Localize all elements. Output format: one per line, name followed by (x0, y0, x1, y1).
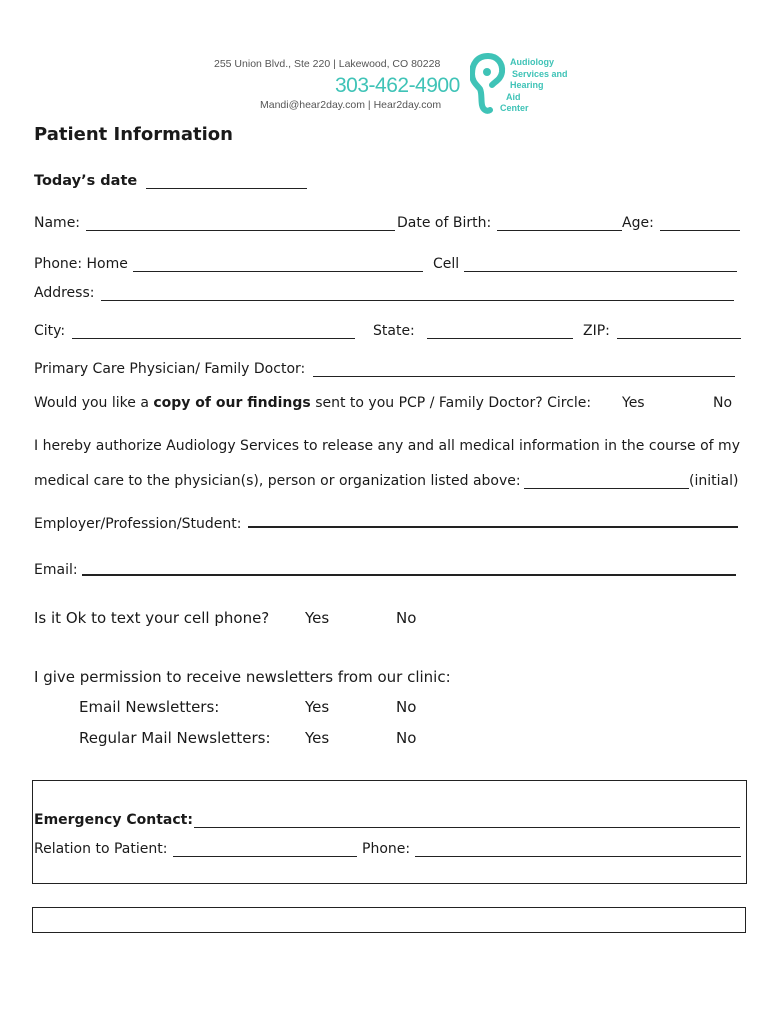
cell-underline (464, 271, 737, 272)
logo-line: Services and (512, 68, 568, 79)
text-ok-no-option[interactable]: No (396, 609, 417, 627)
pcp-label: Primary Care Physician/ Family Doctor: (34, 361, 306, 377)
newsletter-intro: I give permission to receive newsletters from our clinic: (34, 668, 451, 686)
phone-home-underline (133, 271, 423, 272)
state-underline (427, 338, 573, 339)
copy-findings-yes-option[interactable]: Yes (622, 395, 645, 411)
relation-label: Relation to Patient: (34, 841, 168, 857)
employer-label: Employer/Profession/Student: (34, 516, 242, 532)
relation-underline (173, 856, 357, 857)
address-underline (101, 300, 734, 301)
email-newsletters-no-option[interactable]: No (396, 698, 417, 716)
mail-newsletters-yes-option[interactable]: Yes (305, 729, 330, 747)
clinic-contact: Mandi@hear2day.com | Hear2day.com (260, 99, 442, 111)
authorize-initial-underline (524, 488, 689, 489)
clinic-logo-text (500, 57, 580, 115)
ec-phone-underline (415, 856, 741, 857)
age-label: Age: (622, 215, 654, 231)
clinic-phone: 303-462-4900 (335, 74, 460, 97)
logo-line: Audiology (510, 57, 554, 67)
age-underline (660, 230, 740, 231)
copy-findings-question (34, 395, 591, 411)
address-label: Address: (34, 285, 95, 301)
page-title: Patient Information (34, 124, 233, 145)
mail-newsletters-label: Regular Mail Newsletters: (79, 729, 271, 747)
initial-label: (initial) (689, 473, 739, 489)
logo-line: Hearing (510, 80, 544, 90)
authorize-text-line2: medical care to the physician(s), person or organization listed above: (34, 473, 521, 489)
zip-underline (617, 338, 741, 339)
authorize-text-line1: I hereby authorize Audiology Services to release any and all medical information in the course of my (34, 438, 740, 454)
name-label: Name: (34, 215, 81, 231)
zip-label: ZIP: (583, 323, 610, 339)
todays-date-underline (146, 188, 307, 189)
todays-date-label: Today’s date (34, 173, 138, 189)
employer-field[interactable] (248, 514, 737, 532)
employer-underline (248, 526, 738, 528)
email-newsletters-yes-option[interactable]: Yes (305, 698, 330, 716)
copy-findings-bold: copy of our findings (153, 395, 311, 411)
logo-line: Center (500, 103, 529, 113)
emergency-contact-box (32, 780, 747, 884)
copy-findings-prefix: Would you like a (34, 395, 149, 411)
state-label: State: (373, 323, 415, 339)
copy-findings-suffix: sent to you PCP / Family Doctor? Circle: (315, 395, 592, 411)
pcp-underline (313, 376, 735, 377)
text-ok-question: Is it Ok to text your cell phone? (34, 609, 270, 627)
city-label: City: (34, 323, 66, 339)
clinic-address: 255 Union Blvd., Ste 220 | Lakewood, CO 80228 (214, 58, 441, 70)
logo-line: Aid (506, 91, 521, 102)
text-ok-yes-option[interactable]: Yes (305, 609, 330, 627)
copy-findings-no-option[interactable]: No (713, 395, 733, 411)
cell-label: Cell (433, 256, 460, 272)
emergency-contact-underline (194, 827, 740, 828)
email-underline (82, 574, 736, 576)
phone-home-label: Phone: Home (34, 256, 128, 272)
ec-phone-label: Phone: (362, 841, 411, 857)
email-newsletters-label: Email Newsletters: (79, 698, 220, 716)
blank-notes-box[interactable] (32, 907, 746, 933)
dob-underline (497, 230, 622, 231)
email-label: Email: (34, 562, 78, 578)
dob-label: Date of Birth: (397, 215, 492, 231)
city-underline (72, 338, 355, 339)
emergency-contact-label: Emergency Contact: (34, 812, 193, 828)
mail-newsletters-no-option[interactable]: No (396, 729, 417, 747)
name-underline (86, 230, 395, 231)
